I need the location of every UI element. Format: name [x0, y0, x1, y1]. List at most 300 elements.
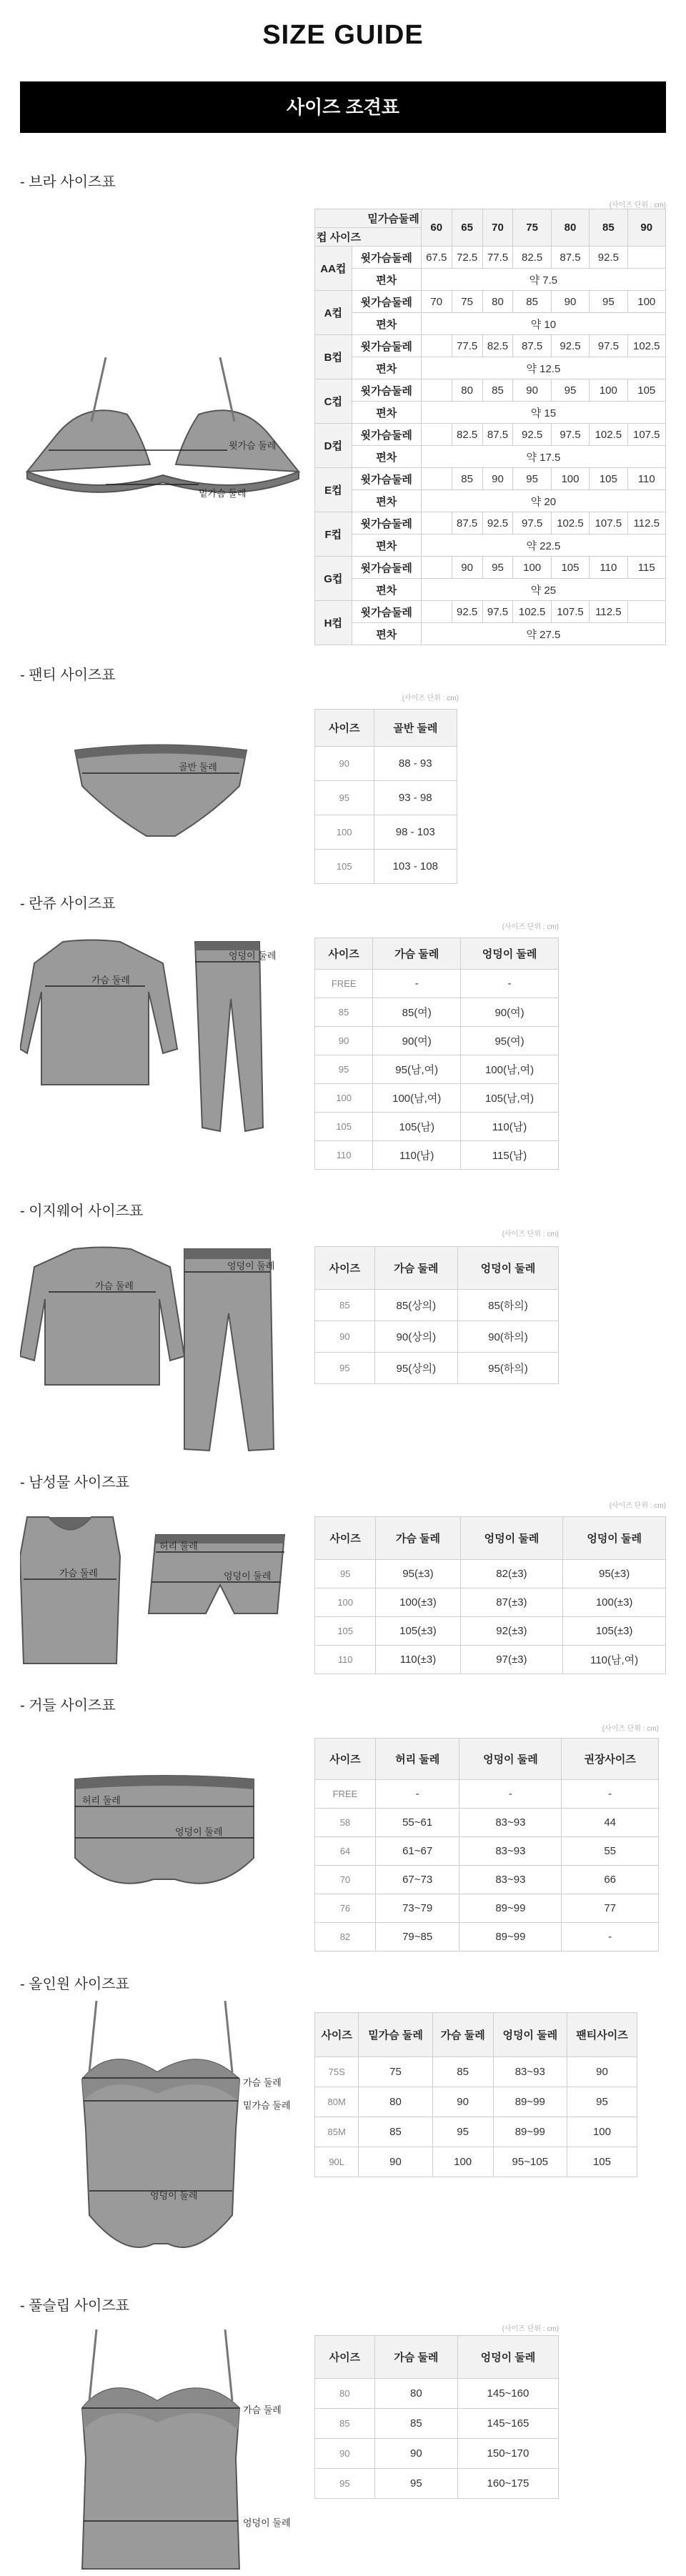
table-row [315, 534, 666, 557]
table-cell: 67.5 [421, 247, 452, 269]
size-cell: 90 [315, 1027, 373, 1055]
table-cell: 95(하의) [457, 1353, 558, 1384]
girdle-unit-label: (사이즈 단위 : cm) [602, 1725, 659, 1733]
table-cell: 75 [359, 2057, 432, 2087]
menswear-waist-label: 허리 둘레 [159, 1541, 198, 1551]
table-row [315, 747, 457, 781]
table-row [315, 781, 457, 815]
table-row [315, 512, 666, 534]
cup-size-cell: A컵 [315, 291, 352, 335]
size-cell: 110 [315, 1141, 373, 1170]
table-row [315, 1866, 659, 1894]
diff-label: 편차 [352, 490, 421, 512]
table-cell: - [373, 970, 461, 998]
girdle-illustration [68, 1772, 261, 1901]
size-cell: 80M [315, 2087, 359, 2117]
diff-value: 약 17.5 [421, 446, 665, 468]
table-cell: 85 [482, 379, 513, 402]
table-cell: 95 [482, 557, 513, 579]
size-cell: 95 [315, 781, 374, 815]
allinone-illustration [68, 2001, 254, 2265]
table-row [315, 446, 666, 468]
table-row [315, 2117, 637, 2147]
table-cell: 70 [421, 291, 452, 313]
table-row [315, 815, 457, 850]
easywear-section-title: - 이지웨어 사이즈표 [20, 1203, 144, 1219]
table-cell: 105(±3) [376, 1617, 460, 1646]
band-size-header: 90 [627, 209, 665, 247]
cup-size-cell: E컵 [315, 468, 352, 512]
table-cell: 87.5 [452, 512, 482, 534]
table-row [315, 468, 666, 490]
table-cell: 112.5 [590, 601, 627, 623]
panty-section-title: - 팬티 사이즈표 [20, 667, 116, 683]
table-cell: 90 [374, 2439, 457, 2469]
over-bust-label: 윗가슴둘레 [352, 557, 421, 579]
table-cell: 102.5 [627, 335, 665, 357]
table-cell: 87.5 [551, 247, 589, 269]
table-row [315, 998, 559, 1027]
band-size-header: 70 [482, 209, 513, 247]
lingerie-hip-label: 엉덩이 둘레 [229, 950, 277, 961]
cup-size-cell: D컵 [315, 424, 352, 468]
size-cell: 90 [315, 747, 374, 781]
diff-label: 편차 [352, 534, 421, 557]
table-cell: 150~170 [457, 2439, 558, 2469]
size-chart-banner: 사이즈 조견표 [20, 81, 666, 133]
size-cell: 85 [315, 1290, 375, 1321]
table-cell: 83~93 [493, 2057, 567, 2087]
lingerie-size-table [314, 938, 559, 1170]
table-cell: 95 [590, 291, 627, 313]
size-cell: 105 [315, 1617, 376, 1646]
lingerie-chest-label: 가슴 둘레 [91, 975, 130, 985]
fullslip-size-table [314, 2335, 559, 2499]
diff-value: 약 20 [421, 490, 665, 512]
table-cell: 95 [567, 2087, 637, 2117]
table-cell: 82.5 [452, 424, 482, 446]
table-cell: - [461, 970, 559, 998]
table-row [315, 2439, 559, 2469]
table-cell [421, 557, 452, 579]
size-cell: 85 [315, 998, 373, 1027]
girdle-waist-label: 허리 둘레 [82, 1795, 121, 1806]
table-cell: 85(여) [373, 998, 461, 1027]
table-cell: 67~73 [375, 1866, 459, 1894]
table-cell: 105 [567, 2147, 637, 2177]
over-bust-label: 윗가슴둘레 [352, 512, 421, 534]
diff-value: 약 25 [421, 579, 665, 601]
table-cell: - [375, 1780, 459, 1809]
size-cell: 100 [315, 1588, 376, 1617]
table-cell: 92.5 [452, 601, 482, 623]
band-size-header: 80 [551, 209, 589, 247]
table-cell: 145~160 [457, 2379, 558, 2409]
column-header: 가슴 둘레 [432, 2013, 493, 2057]
table-header-row [315, 1739, 659, 1780]
table-cell [421, 424, 452, 446]
cup-size-cell: B컵 [315, 335, 352, 379]
column-header: 엉덩이 둘레 [457, 1247, 558, 1290]
table-cell: 82.5 [482, 335, 513, 357]
table-cell: 105 [590, 468, 627, 490]
table-cell: 90 [359, 2147, 432, 2177]
table-row [315, 1084, 559, 1113]
table-cell: 102.5 [551, 512, 589, 534]
table-cell: 95(상의) [374, 1353, 457, 1384]
column-header: 밑가슴 둘레 [359, 2013, 432, 2057]
table-cell: 95(±3) [376, 1560, 460, 1588]
table-cell: 105(남) [373, 1113, 461, 1141]
table-cell: 90 [551, 291, 589, 313]
easywear-size-table [314, 1246, 559, 1384]
column-header: 엉덩이 둘레 [493, 2013, 567, 2057]
table-cell: 89~99 [493, 2087, 567, 2117]
diff-label: 편차 [352, 402, 421, 424]
table-cell: 93 - 98 [374, 781, 457, 815]
size-cell: 75S [315, 2057, 359, 2087]
table-cell: 100(±3) [563, 1588, 666, 1617]
table-cell: 90 [482, 468, 513, 490]
table-cell: 107.5 [627, 424, 665, 446]
table-cell: 80 [482, 291, 513, 313]
table-cell: 66 [562, 1866, 659, 1894]
table-cell: 97.5 [590, 335, 627, 357]
table-cell: 95(±3) [563, 1560, 666, 1588]
table-cell: 100 [627, 291, 665, 313]
band-size-header: 60 [421, 209, 452, 247]
table-cell: 97(±3) [460, 1646, 563, 1674]
table-cell: 73~79 [375, 1894, 459, 1923]
table-cell: 87.5 [513, 335, 551, 357]
girdle-size-table [314, 1738, 659, 1951]
column-header: 골반 둘레 [374, 710, 457, 747]
table-row [315, 1646, 666, 1674]
table-cell: 77.5 [452, 335, 482, 357]
size-cell: 95 [315, 1560, 376, 1588]
menswear-unit-label: (사이즈 단위 : cm) [609, 1502, 666, 1510]
table-cell: 85 [359, 2117, 432, 2147]
page-title: SIZE GUIDE [262, 20, 424, 50]
column-header: 엉덩이 둘레 [457, 2336, 558, 2379]
table-cell: 55~61 [375, 1809, 459, 1837]
table-cell: 102.5 [513, 601, 551, 623]
table-cell: 97.5 [513, 512, 551, 534]
table-cell: 110 [590, 557, 627, 579]
corner-top: 밑가슴둘레 [315, 209, 422, 228]
allinone-size-table [314, 2012, 637, 2177]
table-cell [421, 468, 452, 490]
table-cell: 87(±3) [460, 1588, 563, 1617]
table-cell: 95~105 [493, 2147, 567, 2177]
table-row [315, 1055, 559, 1084]
table-row [315, 490, 666, 512]
diff-value: 약 22.5 [421, 534, 665, 557]
table-cell: - [562, 1780, 659, 1809]
table-cell: 85 [452, 468, 482, 490]
corner-bottom: 컵 사이즈 [315, 228, 422, 247]
column-header: 사이즈 [315, 1517, 376, 1560]
table-row [315, 1588, 666, 1617]
table-cell: 85(상의) [374, 1290, 457, 1321]
column-header: 엉덩이 둘레 [461, 938, 559, 970]
table-row [315, 269, 666, 291]
fullslip-hip-label: 엉덩이 둘레 [243, 2517, 291, 2528]
table-cell: 90(여) [373, 1027, 461, 1055]
size-cell: 64 [315, 1837, 376, 1866]
panty-unit-label: (사이즈 단위 : cm) [402, 695, 459, 702]
column-header: 사이즈 [315, 710, 374, 747]
table-cell: 83~93 [459, 1809, 562, 1837]
table-cell: 75 [452, 291, 482, 313]
table-header-row [315, 2336, 559, 2379]
table-row [315, 1837, 659, 1866]
table-cell: 80 [359, 2087, 432, 2117]
bra-over-label: 윗가슴 둘레 [229, 440, 277, 451]
table-cell: 95 [551, 379, 589, 402]
table-cell: 110(남) [461, 1113, 559, 1141]
table-cell: 92.5 [482, 512, 513, 534]
table-cell: 77.5 [482, 247, 513, 269]
bra-under-label: 밑가슴 둘레 [199, 488, 247, 499]
fullslip-section-title: - 풀슬립 사이즈표 [20, 2298, 130, 2314]
table-cell: 61~67 [375, 1837, 459, 1866]
table-cell: 100 [551, 468, 589, 490]
lingerie-unit-label: (사이즈 단위 : cm) [502, 923, 559, 931]
table-cell: 105(±3) [563, 1617, 666, 1646]
table-cell: 55 [562, 1837, 659, 1866]
bra-section-title: - 브라 사이즈표 [20, 174, 116, 190]
allinone-section-title: - 올인원 사이즈표 [20, 1976, 130, 1992]
table-cell [421, 512, 452, 534]
table-header-row [315, 209, 666, 228]
table-cell: 92.5 [513, 424, 551, 446]
diff-label: 편차 [352, 357, 421, 379]
table-cell: 89~99 [459, 1894, 562, 1923]
cup-size-cell: AA컵 [315, 247, 352, 291]
column-header: 사이즈 [315, 938, 373, 970]
table-cell: 110(남,여) [563, 1646, 666, 1674]
table-cell: 160~175 [457, 2469, 558, 2499]
table-cell: 115 [627, 557, 665, 579]
table-header-row [315, 1247, 559, 1290]
table-row [315, 1141, 559, 1170]
table-row [315, 557, 666, 579]
table-cell: 85 [374, 2409, 457, 2439]
table-cell [627, 601, 665, 623]
table-row [315, 623, 666, 645]
table-cell: 90 [452, 557, 482, 579]
table-cell: 72.5 [452, 247, 482, 269]
band-size-header: 85 [590, 209, 627, 247]
table-row [315, 335, 666, 357]
table-row [315, 2469, 559, 2499]
table-cell: 90 [567, 2057, 637, 2087]
size-cell: 85 [315, 2409, 375, 2439]
over-bust-label: 윗가슴둘레 [352, 379, 421, 402]
table-row [315, 313, 666, 335]
table-cell: 100 [432, 2147, 493, 2177]
bra-illustration [20, 357, 306, 500]
table-row [315, 1113, 559, 1141]
diff-value: 약 7.5 [421, 269, 665, 291]
table-cell: 107.5 [590, 512, 627, 534]
size-cell: 110 [315, 1646, 376, 1674]
table-cell: 100 [590, 379, 627, 402]
table-cell: 90 [432, 2087, 493, 2117]
column-header: 엉덩이 둘레 [563, 1517, 666, 1560]
table-cell: 83~93 [459, 1837, 562, 1866]
table-header-row [315, 1517, 666, 1560]
table-row [315, 1780, 659, 1809]
column-header: 사이즈 [315, 1739, 376, 1780]
band-size-header: 75 [513, 209, 551, 247]
table-cell: 95 [513, 468, 551, 490]
table-cell: 115(남) [461, 1141, 559, 1170]
size-cell: 95 [315, 1055, 373, 1084]
table-row [315, 579, 666, 601]
allinone-under-label: 밑가슴 둘레 [243, 2100, 291, 2111]
table-cell: 90(하의) [457, 1321, 558, 1353]
diff-label: 편차 [352, 446, 421, 468]
easywear-illustration [20, 1242, 292, 1456]
table-row [315, 424, 666, 446]
table-cell: 90(여) [461, 998, 559, 1027]
column-header: 사이즈 [315, 2013, 359, 2057]
diff-value: 약 15 [421, 402, 665, 424]
column-header: 엉덩이 둘레 [460, 1517, 563, 1560]
size-cell: 100 [315, 1084, 373, 1113]
table-row [315, 247, 666, 269]
over-bust-label: 윗가슴둘레 [352, 335, 421, 357]
size-cell: 90L [315, 2147, 359, 2177]
table-row [315, 850, 457, 884]
panty-hip-label: 골반 둘레 [179, 762, 217, 772]
menswear-size-table [314, 1516, 666, 1674]
allinone-chest-label: 가슴 둘레 [243, 2077, 282, 2088]
table-cell: 100(남,여) [461, 1055, 559, 1084]
table-cell: 82.5 [513, 247, 551, 269]
column-header: 사이즈 [315, 2336, 375, 2379]
table-cell: 82(±3) [460, 1560, 563, 1588]
diff-value: 약 10 [421, 313, 665, 335]
column-header: 가슴 둘레 [373, 938, 461, 970]
table-row [315, 1809, 659, 1837]
table-cell: 100 [513, 557, 551, 579]
table-row [315, 1027, 559, 1055]
table-cell [421, 335, 452, 357]
girdle-section-title: - 거들 사이즈표 [20, 1698, 116, 1714]
table-cell: 44 [562, 1809, 659, 1837]
size-cell: 58 [315, 1809, 376, 1837]
band-size-header: 65 [452, 209, 482, 247]
table-cell: 97.5 [482, 601, 513, 623]
table-cell: 92(±3) [460, 1617, 563, 1646]
table-cell: 92.5 [590, 247, 627, 269]
table-cell: 79~85 [375, 1923, 459, 1951]
cup-size-cell: G컵 [315, 557, 352, 601]
table-row [315, 2409, 559, 2439]
diff-value: 약 12.5 [421, 357, 665, 379]
lingerie-illustration [20, 935, 277, 1149]
table-cell: - [459, 1780, 562, 1809]
table-cell: 80 [374, 2379, 457, 2409]
table-row [315, 601, 666, 623]
table-cell: 107.5 [551, 601, 589, 623]
column-header: 엉덩이 둘레 [459, 1739, 562, 1780]
table-row [315, 1321, 559, 1353]
column-header: 가슴 둘레 [374, 1247, 457, 1290]
table-cell: 102.5 [590, 424, 627, 446]
size-cell: 82 [315, 1923, 376, 1951]
table-cell: 110(남) [373, 1141, 461, 1170]
size-cell: FREE [315, 970, 373, 998]
menswear-hip-label: 엉덩이 둘레 [224, 1571, 272, 1581]
menswear-section-title: - 남성물 사이즈표 [20, 1475, 130, 1491]
panty-illustration [68, 736, 254, 850]
table-cell [421, 601, 452, 623]
table-cell: 100(±3) [376, 1588, 460, 1617]
table-row [315, 2147, 637, 2177]
table-cell: 95(여) [461, 1027, 559, 1055]
table-cell: 112.5 [627, 512, 665, 534]
table-cell [421, 379, 452, 402]
table-row [315, 1923, 659, 1951]
table-row [315, 1560, 666, 1588]
table-cell: 105 [551, 557, 589, 579]
over-bust-label: 윗가슴둘레 [352, 291, 421, 313]
size-cell: 90 [315, 2439, 375, 2469]
size-cell: 105 [315, 1113, 373, 1141]
over-bust-label: 윗가슴둘레 [352, 247, 421, 269]
table-cell: 105 [627, 379, 665, 402]
size-cell: 70 [315, 1866, 376, 1894]
over-bust-label: 윗가슴둘레 [352, 424, 421, 446]
column-header: 허리 둘레 [375, 1739, 459, 1780]
over-bust-label: 윗가슴둘레 [352, 468, 421, 490]
table-cell: 88 - 93 [374, 747, 457, 781]
table-cell: 85 [513, 291, 551, 313]
table-cell: 97.5 [551, 424, 589, 446]
table-cell: 92.5 [551, 335, 589, 357]
size-cell: 105 [315, 850, 374, 884]
over-bust-label: 윗가슴둘레 [352, 601, 421, 623]
diff-label: 편차 [352, 269, 421, 291]
diff-label: 편차 [352, 623, 421, 645]
table-row [315, 291, 666, 313]
table-row [315, 2057, 637, 2087]
table-row [315, 379, 666, 402]
table-cell: 89~99 [459, 1923, 562, 1951]
table-row [315, 970, 559, 998]
table-cell: 145~165 [457, 2409, 558, 2439]
table-cell: 110 [627, 468, 665, 490]
menswear-chest-label: 가슴 둘레 [59, 1568, 98, 1578]
table-header-row [315, 2013, 637, 2057]
bra-size-table [314, 209, 666, 645]
size-cell: 80 [315, 2379, 375, 2409]
diff-value: 약 27.5 [421, 623, 665, 645]
table-cell: 100 [567, 2117, 637, 2147]
table-header-row [315, 938, 559, 970]
table-row [315, 1617, 666, 1646]
diff-label: 편차 [352, 313, 421, 335]
table-cell [627, 247, 665, 269]
allinone-hip-label: 엉덩이 둘레 [150, 2190, 198, 2201]
size-cell: 95 [315, 2469, 375, 2499]
table-cell: 110(±3) [376, 1646, 460, 1674]
table-cell: 87.5 [482, 424, 513, 446]
